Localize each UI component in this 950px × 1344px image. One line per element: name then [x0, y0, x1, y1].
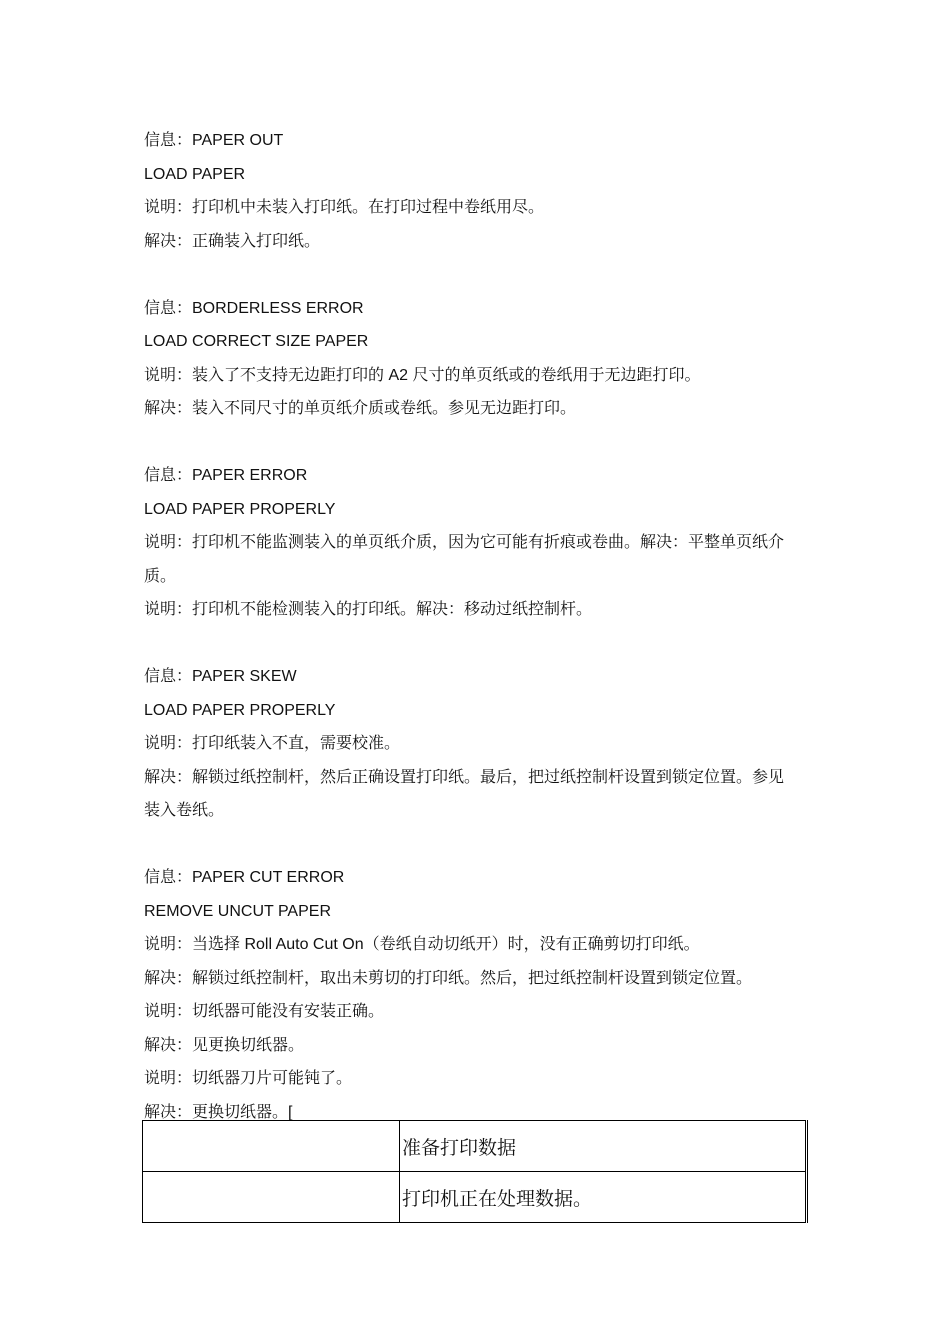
prompt-line: LOAD PAPER PROPERLY	[144, 500, 336, 518]
message-line: 信息：BORDERLESS ERROR	[144, 299, 364, 317]
block-spacer	[144, 828, 812, 862]
solution-line: 解决：装入不同尺寸的单页纸介质或卷纸。参见无边距打印。	[144, 400, 577, 417]
message-block-paper-error	[144, 459, 812, 627]
message-block-paper-out	[144, 124, 812, 258]
explanation-line: 说明：打印纸装入不直，需要校准。	[144, 735, 401, 752]
explanation-line: 说明：打印机中未装入打印纸。在打印过程中卷纸用尽。	[144, 199, 545, 216]
explanation-line: 说明：装入了不支持无边距打印的 A2 尺寸的单页纸或的卷纸用于无边距打印。	[144, 366, 701, 384]
block-spacer	[144, 426, 812, 460]
table-cell-value: 准备打印数据	[400, 1121, 806, 1172]
table-row	[143, 1172, 806, 1223]
explanation-line: 说明：当选择 Roll Auto Cut On（卷纸自动切纸开）时，没有正确剪切打印纸。	[144, 936, 700, 953]
message-block-paper-cut-error	[144, 861, 812, 1129]
prompt-line: LOAD CORRECT SIZE PAPER	[144, 333, 369, 350]
message-line: 信息：PAPER OUT	[144, 132, 284, 149]
table-row	[143, 1121, 806, 1172]
table-cell-value: 打印机正在处理数据。	[400, 1172, 806, 1223]
block-spacer	[144, 627, 812, 661]
block-spacer	[144, 258, 812, 292]
document-body	[144, 124, 812, 1129]
message-line: 信息：PAPER ERROR	[144, 467, 308, 484]
solution-line: 解决：解锁过纸控制杆，取出未剪切的打印纸。然后，把过纸控制杆设置到锁定位置。	[144, 969, 753, 987]
message-line: 信息：PAPER SKEW	[144, 668, 297, 685]
message-block-paper-skew	[144, 660, 812, 828]
solution-line: 解决：见更换切纸器。	[144, 1036, 305, 1054]
message-line: 信息：PAPER CUT ERROR	[144, 869, 345, 886]
explanation-line: 说明：切纸器刀片可能钝了。	[144, 1070, 353, 1087]
table-cell-label	[143, 1172, 400, 1223]
explanation-line-continued: 质。	[144, 567, 177, 585]
table-cell-label	[143, 1121, 400, 1172]
explanation-line: 说明：打印机不能检测装入的打印纸。解决：移动过纸控制杆。	[144, 601, 593, 618]
solution-line: 解决：更换切纸器。[	[144, 1103, 293, 1121]
solution-line: 解决：解锁过纸控制杆，然后正确设置打印纸。最后，把过纸控制杆设置到锁定位置。参见	[144, 768, 785, 786]
status-table	[142, 1120, 806, 1223]
prompt-line: REMOVE UNCUT PAPER	[144, 902, 331, 920]
solution-line: 解决：正确装入打印纸。	[144, 232, 321, 250]
message-block-borderless-error	[144, 292, 812, 426]
prompt-line: LOAD PAPER PROPERLY	[144, 701, 336, 719]
solution-line-continued: 装入卷纸。	[144, 802, 225, 819]
explanation-line: 说明：打印机不能监测装入的单页纸介质，因为它可能有折痕或卷曲。解决：平整单页纸介	[144, 534, 785, 551]
explanation-line: 说明：切纸器可能没有安装正确。	[144, 1003, 385, 1020]
prompt-line: LOAD PAPER	[144, 165, 246, 183]
table-right-border	[807, 1120, 808, 1223]
